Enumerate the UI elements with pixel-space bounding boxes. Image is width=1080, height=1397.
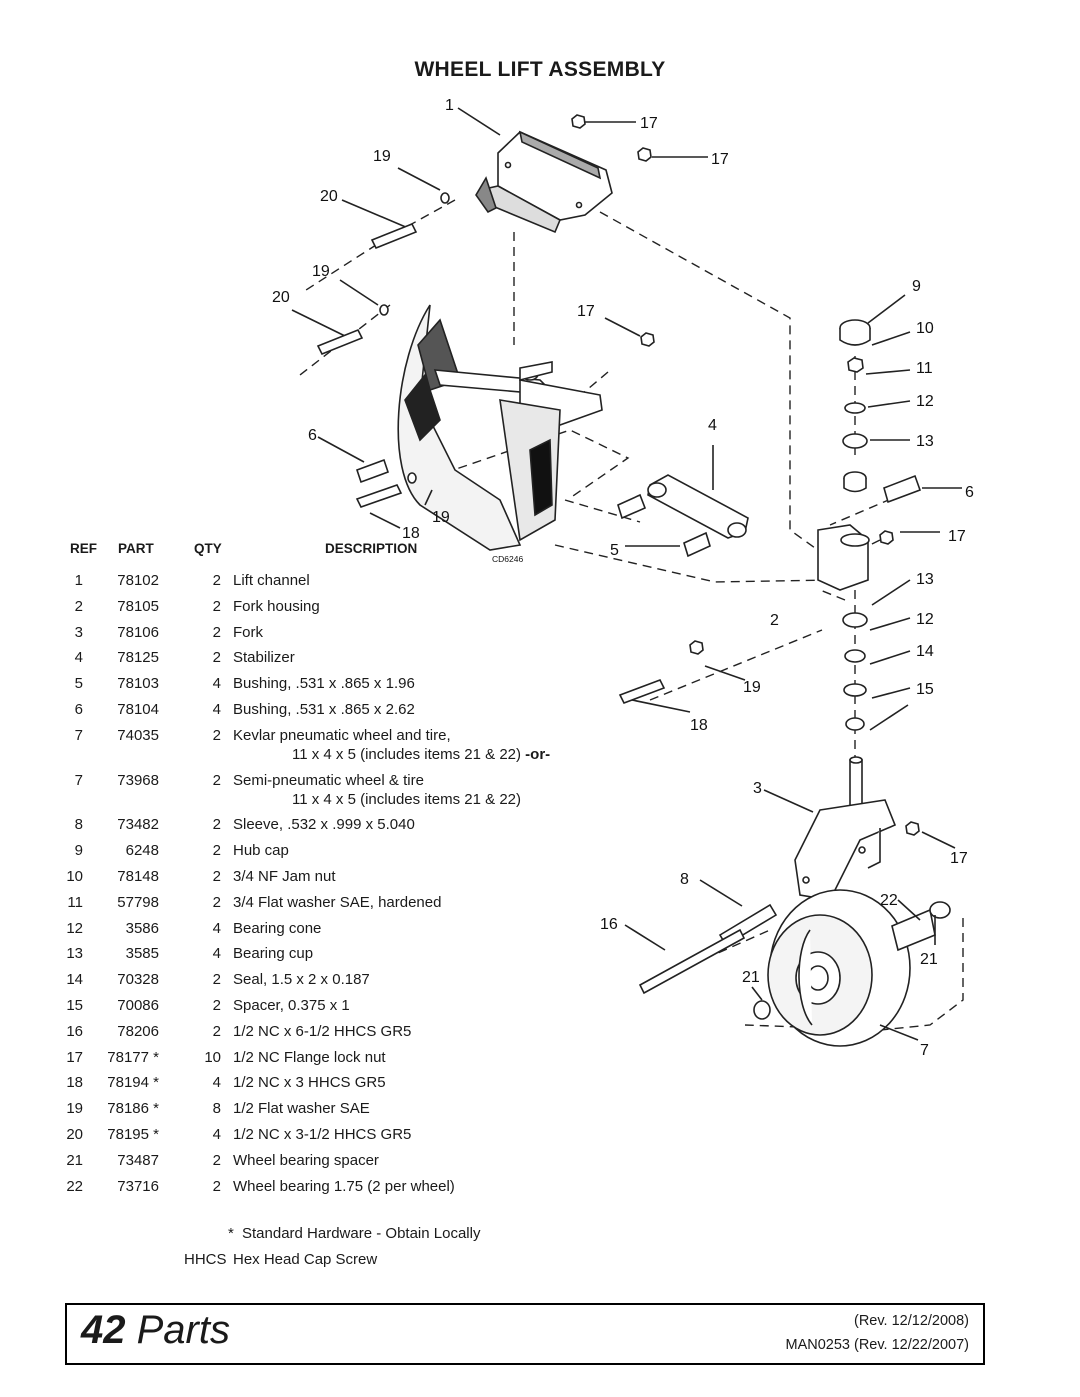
row-quantity: 2	[212, 1022, 221, 1040]
row-ref: 6	[74, 701, 83, 718]
table-row	[60, 1152, 530, 1174]
row-ref: 14	[66, 971, 83, 989]
callout-13a: 13	[916, 433, 934, 450]
row-ref: 7	[74, 726, 83, 744]
row-description: 1/2 NC x 3-1/2 HHCS GR5	[233, 1126, 412, 1143]
row-ref: 19	[66, 1100, 83, 1118]
lift-channel-hardware	[318, 115, 654, 354]
manual-number: MAN0253 (Rev. 12/22/2007)	[785, 1337, 969, 1353]
row-ref: 21	[66, 1151, 83, 1169]
table-row	[60, 726, 551, 763]
standard-hardware-note: Standard Hardware - Obtain Locally	[242, 1225, 481, 1242]
table-row	[60, 997, 530, 1019]
table-row	[60, 868, 530, 890]
callout-19b: 19	[312, 263, 330, 280]
table-row	[60, 649, 530, 671]
row-part-number: 78105	[117, 597, 159, 615]
row-part-number: 78195 *	[107, 1126, 159, 1143]
callout-11: 11	[916, 360, 933, 377]
page-title: WHEEL LIFT ASSEMBLY	[414, 58, 666, 81]
table-row	[60, 945, 530, 967]
table-row	[60, 598, 530, 620]
callout-19d: 19	[743, 679, 761, 696]
row-description: Fork housing	[233, 597, 320, 615]
table-row	[60, 894, 530, 916]
callout-3: 3	[753, 780, 762, 797]
header-part: PART	[118, 541, 154, 556]
row-ref: 9	[74, 842, 83, 860]
row-description: Bearing cone	[233, 919, 322, 937]
row-description: 1/2 NC x 6-1/2 HHCS GR5	[233, 1022, 412, 1040]
header-qty: QTY	[194, 541, 222, 556]
callout-13b: 13	[916, 571, 934, 588]
hhcs-abbreviation: HHCS	[184, 1251, 227, 1268]
row-quantity: 2	[212, 842, 221, 860]
callout-1: 1	[445, 97, 454, 114]
table-row	[60, 624, 530, 646]
row-quantity: 2	[212, 597, 221, 615]
row-part-number: 78106	[117, 623, 159, 641]
callout-5: 5	[610, 542, 619, 559]
row-quantity: 2	[212, 726, 221, 744]
row-part-number: 73487	[117, 1151, 159, 1169]
row-description: Seal, 1.5 x 2 x 0.187	[233, 971, 370, 989]
row-description: 1/2 NC Flange lock nut	[233, 1048, 386, 1066]
row-part-number: 57798	[117, 893, 159, 911]
hhcs-definition: Hex Head Cap Screw	[233, 1251, 378, 1268]
deck-section	[398, 305, 602, 550]
row-description: Spacer, 0.375 x 1	[233, 997, 350, 1014]
row-description: Sleeve, .532 x .999 x 5.040	[233, 816, 415, 834]
row-quantity: 8	[212, 1100, 221, 1118]
callout-8: 8	[680, 871, 689, 888]
fork	[795, 757, 919, 900]
callout-17c: 17	[577, 303, 595, 320]
callout-6b: 6	[965, 484, 974, 501]
row-description: Wheel bearing 1.75 (2 per wheel)	[233, 1177, 455, 1195]
row-quantity: 4	[212, 945, 221, 963]
table-row	[60, 1178, 530, 1200]
table-row	[60, 1049, 530, 1071]
section-name: Parts	[136, 1308, 230, 1352]
row-ref: 5	[74, 675, 83, 693]
callout-17b: 17	[711, 151, 729, 168]
row-quantity: 2	[212, 649, 221, 667]
callout-12a: 12	[916, 393, 934, 410]
row-quantity: 2	[212, 868, 221, 885]
callout-12b: 12	[916, 611, 934, 628]
callout-19c: 19	[432, 509, 450, 526]
row-ref: 2	[74, 597, 83, 615]
row-alternative-marker: -or-	[525, 745, 551, 763]
row-quantity: 4	[212, 701, 221, 718]
row-description: Bushing, .531 x .865 x 1.96	[233, 675, 415, 693]
row-description-continued-text: 11 x 4 x 5 (includes items 21 & 22)	[292, 745, 521, 763]
row-part-number: 74035	[117, 726, 159, 744]
row-ref: 22	[66, 1177, 83, 1195]
row-part-number: 78102	[117, 572, 159, 589]
row-part-number: 78194 *	[107, 1074, 159, 1092]
drawing-code: CD6246	[492, 554, 524, 564]
row-description: 1/2 NC x 3 HHCS GR5	[233, 1074, 386, 1092]
row-ref: 15	[66, 997, 83, 1014]
header-ref: REF	[70, 541, 97, 556]
callout-6a: 6	[308, 427, 317, 444]
lift-channel	[476, 132, 612, 232]
row-ref: 16	[66, 1022, 83, 1040]
row-description: Fork	[233, 623, 263, 641]
row-part-number: 78148	[117, 868, 159, 885]
row-quantity: 2	[212, 816, 221, 834]
row-quantity: 2	[212, 1151, 221, 1169]
row-part-number: 3586	[125, 919, 159, 937]
row-quantity: 2	[212, 893, 221, 911]
table-row	[60, 920, 530, 942]
callout-7: 7	[920, 1042, 929, 1059]
table-row	[60, 1126, 530, 1148]
page-number: 42	[81, 1308, 126, 1352]
callout-18a: 18	[402, 525, 420, 542]
row-ref: 1	[74, 572, 83, 589]
table-row	[60, 971, 530, 993]
row-quantity: 4	[212, 919, 221, 937]
callout-22: 22	[880, 892, 898, 909]
row-description: Bearing cup	[233, 945, 314, 963]
callout-17d: 17	[948, 528, 966, 545]
table-row	[60, 1023, 530, 1045]
callout-17e: 17	[950, 850, 968, 867]
row-quantity: 4	[212, 675, 221, 693]
row-description: 3/4 NF Jam nut	[233, 868, 336, 885]
row-description: Bushing, .531 x .865 x 2.62	[233, 701, 415, 718]
header-description: DESCRIPTION	[325, 541, 418, 556]
row-quantity: 2	[212, 997, 221, 1014]
row-description: 1/2 Flat washer SAE	[233, 1100, 370, 1118]
row-description: Stabilizer	[233, 649, 295, 667]
row-ref: 13	[66, 945, 83, 963]
page-footer	[65, 1303, 985, 1365]
row-ref: 3	[74, 623, 83, 641]
row-ref: 10	[66, 868, 83, 885]
row-ref: 20	[66, 1126, 83, 1143]
table-row	[60, 572, 530, 594]
row-ref: 11	[67, 893, 83, 911]
table-row	[60, 1074, 530, 1096]
table-row	[60, 771, 530, 808]
row-quantity: 2	[212, 623, 221, 641]
row-part-number: 78177 *	[107, 1048, 159, 1066]
row-quantity: 4	[212, 1074, 221, 1092]
row-ref: 7	[74, 771, 83, 789]
footer-heading	[81, 1308, 230, 1353]
row-ref: 4	[74, 649, 83, 667]
row-part-number: 6248	[125, 842, 159, 860]
row-description: Wheel bearing spacer	[233, 1151, 379, 1169]
callout-21b: 21	[742, 969, 760, 986]
row-part-number: 78125	[117, 649, 159, 667]
callout-17a: 17	[640, 115, 658, 132]
row-description: Kevlar pneumatic wheel and tire,	[233, 726, 451, 744]
row-part-number: 73968	[117, 771, 159, 789]
row-ref: 17	[66, 1048, 83, 1066]
row-part-number: 73716	[117, 1177, 159, 1195]
row-part-number: 73482	[117, 816, 159, 834]
row-ref: 18	[66, 1074, 83, 1092]
callout-15: 15	[916, 681, 934, 698]
row-quantity: 2	[212, 771, 221, 789]
callout-10: 10	[916, 320, 934, 337]
row-part-number: 78103	[117, 675, 159, 693]
table-row	[60, 816, 530, 838]
row-quantity: 2	[212, 572, 221, 589]
wheel	[754, 890, 950, 1046]
table-row	[60, 675, 530, 697]
row-part-number: 70328	[117, 971, 159, 989]
row-part-number: 78206	[117, 1022, 159, 1040]
stabilizer	[618, 475, 748, 556]
callout-9: 9	[912, 278, 921, 295]
table-row	[60, 1100, 530, 1122]
row-description-continued	[292, 746, 550, 763]
callout-14: 14	[916, 643, 934, 660]
row-ref: 8	[74, 816, 83, 834]
row-part-number: 3585	[125, 945, 159, 963]
fork-housing	[620, 320, 920, 730]
standard-hardware-symbol: *	[228, 1225, 234, 1242]
row-description-continued	[292, 791, 521, 808]
row-part-number: 70086	[117, 997, 159, 1014]
row-part-number: 78104	[117, 701, 159, 718]
callout-20a: 20	[320, 188, 338, 205]
row-description: Lift channel	[233, 572, 310, 589]
table-row	[60, 842, 530, 864]
row-quantity: 4	[212, 1126, 221, 1143]
row-ref: 12	[66, 919, 83, 937]
callout-18b: 18	[690, 717, 708, 734]
row-description-continued-text: 11 x 4 x 5 (includes items 21 & 22)	[292, 790, 521, 808]
callout-2: 2	[770, 612, 779, 629]
callout-20b: 20	[272, 289, 290, 306]
row-description: Hub cap	[233, 842, 289, 860]
callout-16: 16	[600, 916, 618, 933]
table-row	[60, 701, 530, 723]
revision-date: (Rev. 12/12/2008)	[854, 1313, 969, 1329]
row-description: Semi-pneumatic wheel & tire	[233, 771, 424, 789]
row-quantity: 10	[204, 1048, 221, 1066]
row-description: 3/4 Flat washer SAE, hardened	[233, 893, 442, 911]
row-quantity: 2	[212, 971, 221, 989]
callout-4: 4	[708, 417, 717, 434]
callout-19a: 19	[373, 148, 391, 165]
row-quantity: 2	[212, 1177, 221, 1195]
callout-21a: 21	[920, 951, 938, 968]
row-part-number: 78186 *	[107, 1100, 159, 1118]
